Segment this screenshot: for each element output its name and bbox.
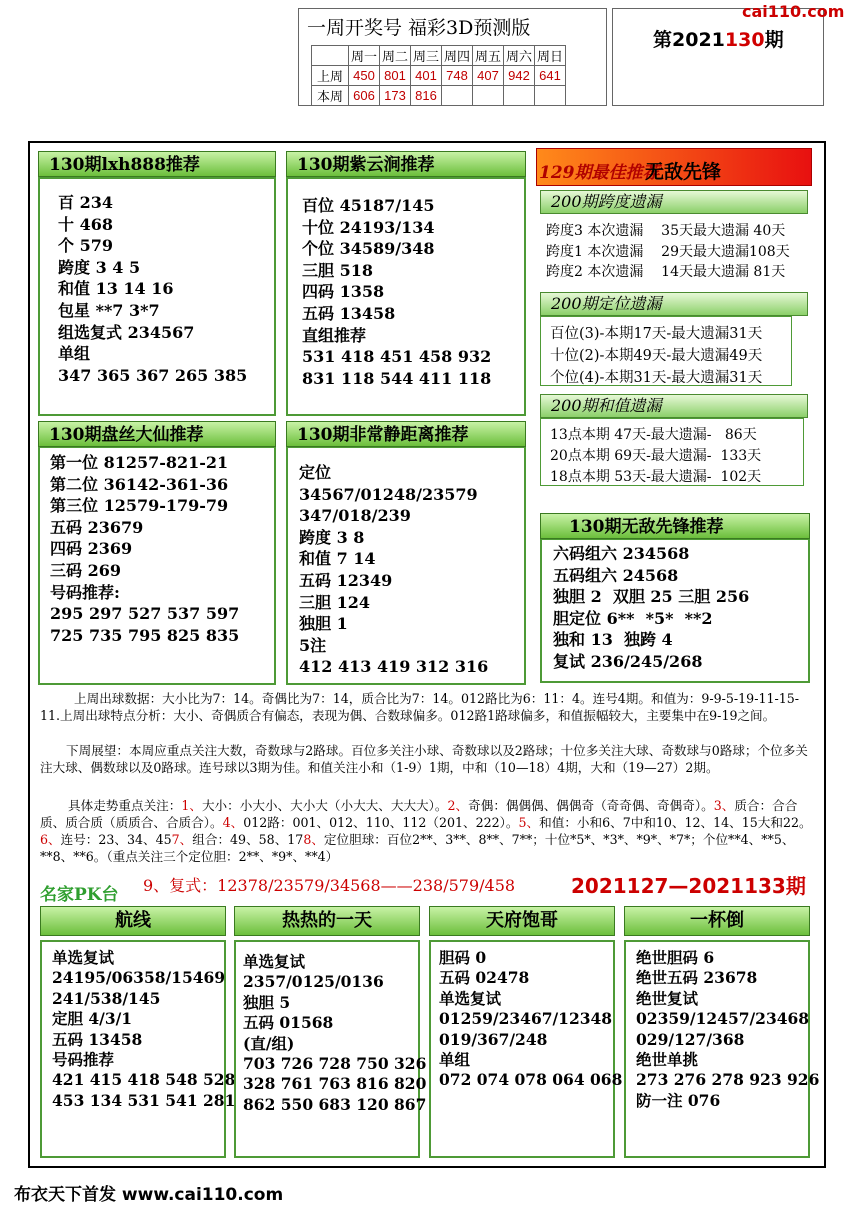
- best-prefix: 129期最佳推荐: [539, 163, 660, 183]
- day-header: 周六: [504, 46, 535, 66]
- draw-cell: [535, 86, 566, 106]
- position-miss-title: 200期定位遗漏: [540, 292, 808, 316]
- span-miss-row: 跨度1 本次遗漏 29天最大遗漏108天: [546, 244, 790, 260]
- position-miss-row: 个位(4)-本期31天-最大遗漏31天: [550, 370, 763, 386]
- day-header: 周二: [380, 46, 411, 66]
- box-content: 六码组六 234568 五码组六 24568 独胆 2 双胆 25 三胆 256 胆定位 6** *5* **2 独和 13 独跨 4 复试 236/245/268: [553, 544, 750, 671]
- box-title: 130期无敌先锋推荐: [540, 513, 810, 539]
- sum-miss-row: 20点本期 69天-最大遗漏- 133天: [550, 448, 762, 464]
- box-content: 百 234 十 468 个 579 跨度 3 4 5 和值 13 14 16 包星 **7 3*7 组选复式 234567 单组 347 365 367 265 385: [58, 193, 248, 385]
- period-panel: [612, 8, 824, 106]
- box-title: 130期紫云涧推荐: [286, 151, 526, 177]
- draw-cell: 748: [442, 66, 473, 86]
- table-header-row: [312, 46, 566, 66]
- day-header: 周三: [411, 46, 442, 66]
- footer-source: 布衣天下首发 www.cai110.com: [14, 1185, 284, 1205]
- weekly-draw-table: [311, 45, 566, 106]
- fushi-line: 9、复式：12378/23579/34568——238/579/458: [143, 876, 516, 895]
- draw-cell: [504, 86, 535, 106]
- sum-miss-row: 18点本期 53天-最大遗漏- 102天: [550, 469, 762, 485]
- span-miss-row: 跨度2 本次遗漏 14天最大遗漏 81天: [546, 264, 786, 280]
- pk-column-content: 单选复试 2357/0125/0136 独胆 5 五码 01568 (直/组) 703 726 728 750 326 328 761 763 816 820 862 550 683 120 867: [243, 952, 427, 1114]
- draw-cell: 641: [535, 66, 566, 86]
- draw-cell: 173: [380, 86, 411, 106]
- draw-cell: 606: [349, 86, 380, 106]
- draw-cell: 450: [349, 66, 380, 86]
- position-miss-row: 百位(3)-本期17天-最大遗漏31天: [550, 326, 763, 342]
- span-miss-title: 200期跨度遗漏: [540, 190, 808, 214]
- day-header: 周日: [535, 46, 566, 66]
- day-header: 周四: [442, 46, 473, 66]
- sum-miss-title: 200期和值遗漏: [540, 394, 808, 418]
- best-recommend-banner: [536, 148, 812, 186]
- pk-column-content: 胆码 0 五码 02478 单选复试 01259/23467/12348 019/367/248 单组 072 074 078 064 068: [439, 948, 623, 1090]
- box-content: 定位 34567/01248/23579 347/018/239 跨度 3 8 和值 7 14 五码 12349 三胆 124 独胆 1 5注 412 413 419 312 316: [299, 463, 489, 677]
- box-title: 130期lxh888推荐: [38, 151, 276, 177]
- pk-column-content: 单选复试 24195/06358/15469 241/538/145 定胆 4/3/1 五码 13458 号码推荐 421 415 418 548 528 453 134 531 541 281: [52, 948, 236, 1110]
- span-miss-row: 跨度3 本次遗漏 35天最大遗漏 40天: [546, 223, 786, 239]
- position-miss-row: 十位(2)-本期49天-最大遗漏49天: [550, 348, 763, 364]
- row-label: 本周: [312, 86, 349, 106]
- draw-cell: 816: [411, 86, 442, 106]
- sum-miss-row: 13点本期 47天-最大遗漏- 86天: [550, 427, 757, 443]
- draw-cell: 801: [380, 66, 411, 86]
- box-content: 百位 45187/145 十位 24193/134 个位 34589/348 三胆 518 四码 1358 五码 13458 直组推荐 531 418 451 458 932 831 118 544 411 118: [302, 196, 492, 388]
- best-title: 无敌先锋: [645, 161, 722, 183]
- day-header: 周一: [349, 46, 380, 66]
- this-week-row: [312, 86, 566, 106]
- site-logo[interactable]: cai110.com: [742, 2, 845, 21]
- last-week-row: [312, 66, 566, 86]
- box-title: 130期盘丝大仙推荐: [38, 421, 276, 447]
- row-label: 上周: [312, 66, 349, 86]
- weekly-draw-title: 一周开奖号 福彩3D预测版: [307, 17, 531, 39]
- trend-focus: 具体走势重点关注：1、大小：小大小、大小大（小大大、大大大）。2、奇偶：偶偶偶、偶偶奇（奇奇偶、奇偶奇）。3、质合：合合质、质合质（质质合、合质合）。4、012路：001、012、110、112（201、222）。5、和值：小和6、7中和10、12、14、15大和22。6、连号：23、34、457、组合：49、58、178、定位胆球：百位2**、3**、8**、7**；十位*5*、*3*、*9*、*7*；个位**4、**5、**8、**6。（重点关注三个定位胆：2**、*9*、**4）: [40, 798, 812, 864]
- draw-cell: 407: [473, 66, 504, 86]
- box-content: 第一位 81257-821-21 第二位 36142-361-36 第三位 12579-179-79 五码 23679 四码 2369 三码 269 号码推荐: 295 297 527 537 597 725 735 795 825 835: [50, 453, 240, 645]
- pk-section-label: 名家PK台: [40, 885, 119, 905]
- draw-cell: 942: [504, 66, 535, 86]
- period-title: 第2021130期: [653, 29, 784, 51]
- pk-column-title: 航线: [40, 906, 226, 936]
- pk-column-title: 热热的一天: [234, 906, 420, 936]
- draw-cell: [442, 86, 473, 106]
- weekly-draw-panel: [298, 8, 607, 106]
- box-title: 130期非常静距离推荐: [286, 421, 526, 447]
- pk-column-content: 绝世胆码 6 绝世五码 23678 绝世复试 02359/12457/23468 029/127/368 绝世单挑 273 276 278 923 926 防一注 076: [636, 948, 820, 1110]
- last-week-analysis: 上周出球数据：大小比为7：14。奇偶比为7：14，质合比为7：14。012路比为6：11：4。连号4期。和值为：9-9-5-19-11-15-11.上周出球特点分析：大小、奇偶质合有偏态，表现为偶、合数球偏多。012路1路球偏多，和值振幅较大，主要集中在9-19之间。: [40, 691, 800, 723]
- pk-column-title: 天府饱哥: [429, 906, 615, 936]
- next-week-outlook: 下周展望：本周应重点关注大数，奇数球与2路球。百位多关注小球、奇数球以及2路球；十位多关注大球、奇数球与0路球；个位多关注大球、偶数球以及0路球。连号球以3期为佳。和值关注小和（1-9）1期，中和（10—18）4期，大和（19—27）2期。: [40, 743, 808, 775]
- draw-cell: 401: [411, 66, 442, 86]
- day-header: 周五: [473, 46, 504, 66]
- period-range: 2021127—2021133期: [571, 874, 806, 898]
- draw-cell: [473, 86, 504, 106]
- pk-column-title: 一杯倒: [624, 906, 810, 936]
